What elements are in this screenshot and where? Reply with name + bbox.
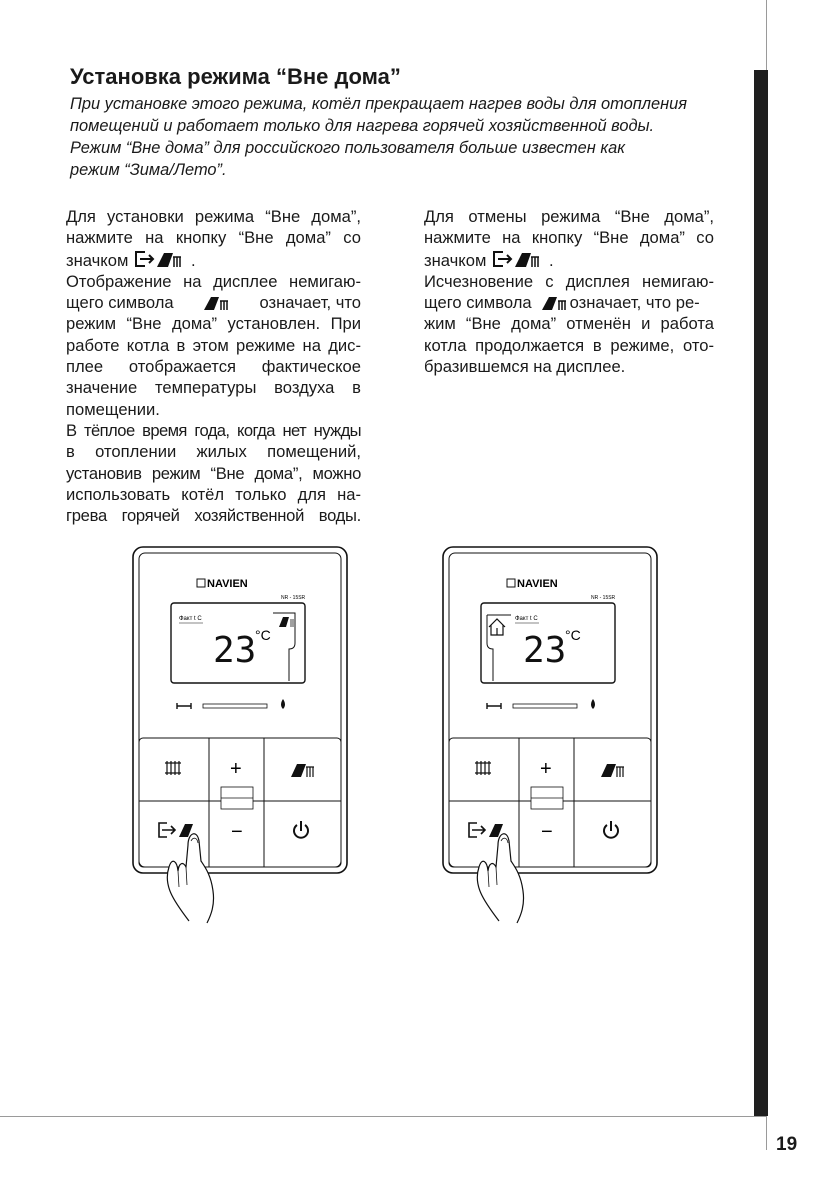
text-line: установив режим “Вне дома”, можно	[66, 463, 361, 483]
fakt-label: Факт t C	[515, 616, 538, 622]
pressing-finger-illustration	[167, 834, 213, 923]
away-mode-indicator-button[interactable]	[601, 764, 624, 777]
intro-line: При установке этого режима, котёл прекращает нагрев воды для отопления	[70, 95, 688, 113]
away-mode-display-icon	[279, 617, 295, 627]
text-line-with-icon: щего символа означает, что	[66, 293, 361, 313]
text-line: работе котла в этом режиме на дис-	[66, 335, 361, 355]
svg-text:NAVIEN: NAVIEN	[207, 578, 248, 590]
intro-line: помещений и работает только для нагрева горячей хозяйственной воды.	[70, 117, 655, 135]
text-line-with-icon: щего символа означает, что ре-	[424, 293, 700, 313]
text-line: грева горячей хозяйственной воды.	[66, 506, 361, 526]
fakt-label: Факт t C	[179, 616, 202, 622]
text-line: значение температуры воздуха в	[66, 378, 361, 398]
room-mode-icon	[489, 619, 505, 635]
intro-line: Режим “Вне дома” для российского пользователя больше известен как	[70, 139, 625, 157]
away-mode-button[interactable]	[469, 823, 503, 837]
text-line: котла продолжается в режиме, ото-	[424, 335, 714, 355]
away-mode-indicator-button[interactable]	[291, 764, 314, 777]
power-button[interactable]	[604, 821, 618, 838]
away-mode-button-icon	[133, 249, 191, 269]
power-button[interactable]	[294, 821, 308, 838]
away-mode-button-icon	[491, 249, 549, 269]
flame-icon	[591, 699, 595, 709]
pressing-finger-illustration	[477, 834, 523, 923]
page-sidebar-bar	[754, 70, 768, 1116]
text-line-with-icon: значком .	[424, 250, 554, 270]
intro-line: режим “Зима/Лето”.	[70, 161, 227, 179]
text-line: Отображение на дисплее немигаю-	[66, 271, 361, 291]
away-mode-icon	[202, 294, 232, 312]
heating-button[interactable]	[165, 761, 181, 775]
temperature-unit: °C	[255, 627, 271, 643]
model-label: NR - 15SR	[281, 595, 306, 601]
text-line: Для отмены режима “Вне дома”,	[424, 207, 714, 226]
text-line: В тёплое время года, когда нет нужды	[66, 420, 361, 440]
section-title: Установка режима “Вне дома”	[70, 64, 401, 89]
text-line-with-icon: значком .	[66, 250, 196, 270]
text-line: режим “Вне дома” установлен. При	[66, 314, 361, 334]
room-controller-away-cancelled	[441, 545, 659, 875]
wrench-icon	[487, 703, 501, 709]
text-line: жим “Вне дома” отменён и работа	[424, 314, 714, 334]
flame-icon	[281, 699, 285, 709]
intro-paragraph	[70, 93, 750, 181]
page-number: 19	[776, 1134, 798, 1155]
minus-button[interactable]: −	[541, 821, 553, 843]
model-label: NR - 15SR	[591, 595, 616, 601]
temperature-unit: °C	[565, 627, 581, 643]
wrench-icon	[177, 703, 191, 709]
text-line: бразившемся на дисплее.	[424, 357, 626, 377]
plus-button[interactable]: +	[540, 758, 552, 780]
navien-logo	[197, 578, 248, 590]
minus-button[interactable]: −	[231, 821, 243, 843]
temperature-value: 23	[523, 630, 567, 671]
text-line: Для установки режима “Вне дома”,	[66, 207, 361, 226]
footer-line	[0, 1116, 767, 1117]
left-column-text	[66, 206, 361, 526]
text-line: плее отображается фактическое	[66, 357, 361, 377]
right-column-text	[424, 206, 714, 377]
text-line: в отоплении жилых помещений,	[66, 442, 361, 462]
status-bar	[513, 704, 577, 708]
text-line: нажмите на кнопку “Вне дома” со	[66, 228, 361, 248]
text-line: Исчезновение с дисплея немигаю-	[424, 271, 714, 291]
room-controller-away-set	[131, 545, 349, 875]
text-line: помещении.	[66, 399, 160, 419]
status-bar	[203, 704, 267, 708]
text-line: использовать котёл только для на-	[66, 484, 361, 504]
heating-button[interactable]	[475, 761, 491, 775]
away-mode-icon	[540, 294, 570, 312]
svg-text:NAVIEN: NAVIEN	[517, 578, 558, 590]
navien-logo	[507, 578, 558, 590]
text-line: нажмите на кнопку “Вне дома” со	[424, 228, 714, 248]
temperature-value: 23	[213, 630, 257, 671]
away-mode-button[interactable]	[159, 823, 193, 837]
plus-button[interactable]: +	[230, 758, 242, 780]
